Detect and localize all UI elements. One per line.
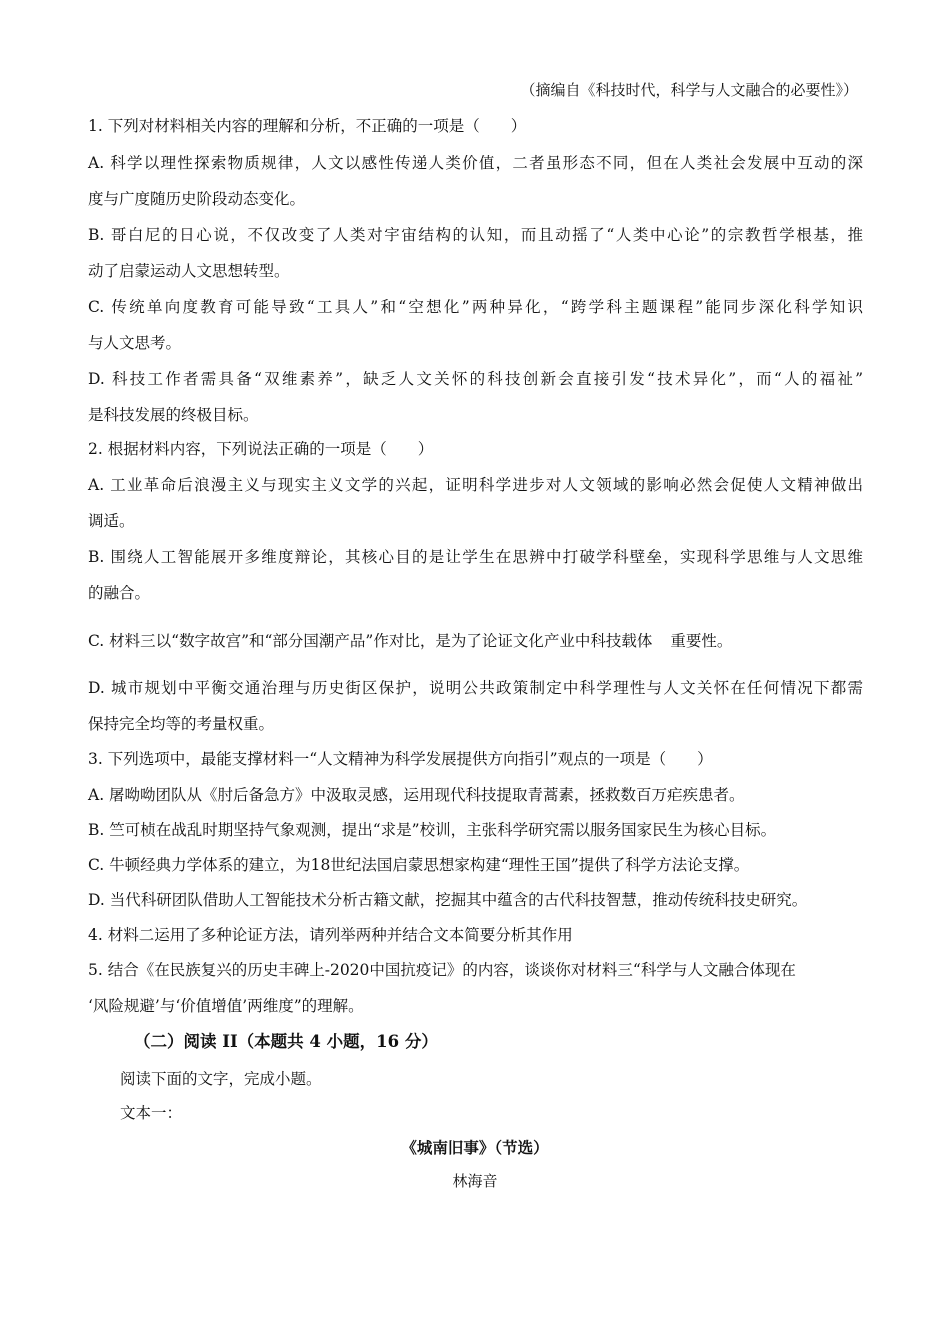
question-2-option-d-cont: 保持完全均等的考量权重。 xyxy=(88,715,275,733)
passage-title: 《城南旧事》（节选） xyxy=(401,1138,549,1157)
text-label: 文本一： xyxy=(120,1104,183,1122)
question-1-option-b-cont: 动了启蒙运动人文思想转型。 xyxy=(88,262,290,280)
question-2-option-c-part2: 重要性。 xyxy=(670,632,733,650)
question-3-option-a: A. 屠呦呦团队从《肘后备急方》中汲取灵感，运用现代科技提取青蒿素，拯救数百万疟疾患者。 xyxy=(88,786,745,804)
passage-author: 林海音 xyxy=(452,1172,498,1190)
question-1-option-c-cont: 与人文思考。 xyxy=(88,334,182,352)
question-1-option-d: D. 科技工作者需具备“双维素养”，缺乏人文关怀的科技创新会直接引发“技术异化”，而“人的福祉” xyxy=(88,370,863,388)
section-heading: （二）阅读 II（本题共 4 小题，16 分） xyxy=(134,1032,438,1051)
question-2-option-b-cont: 的融合。 xyxy=(88,584,151,602)
question-1-stem: 1. 下列对材料相关内容的理解和分析，不正确的一项是（ ） xyxy=(88,117,527,135)
question-3-option-c: C. 牛顿经典力学体系的建立，为18世纪法国启蒙思想家构建“理性王国”提供了科学方法论支撑。 xyxy=(88,856,750,874)
question-1-option-a: A. 科学以理性探索物质规律，人文以感性传递人类价值，二者虽形态不同，但在人类社会发展中互动的深 xyxy=(88,154,863,172)
question-2-stem: 2. 根据材料内容，下列说法正确的一项是（ ） xyxy=(88,440,434,458)
question-1-option-b: B. 哥白尼的日心说，不仅改变了人类对宇宙结构的认知，而且动摇了“人类中心论”的宗教哲学根基，推 xyxy=(88,226,863,244)
question-3-stem: 3. 下列选项中，最能支撑材料一“人文精神为科学发展提供方向指引”观点的一项是（ ） xyxy=(88,750,713,768)
question-2-option-d: D. 城市规划中平衡交通治理与历史街区保护，说明公共政策制定中科学理性与人文关怀在任何情况下都需 xyxy=(88,679,863,697)
question-3-option-b: B. 竺可桢在战乱时期坚持气象观测，提出“求是”校训，主张科学研究需以服务国家民生为核心目标。 xyxy=(88,821,777,839)
question-1-option-a-cont: 度与广度随历史阶段动态变化。 xyxy=(88,190,306,208)
question-2-option-b: B. 围绕人工智能展开多维度辩论，其核心目的是让学生在思辨中打破学科壁垒，实现科学思维与人文思维 xyxy=(88,548,863,566)
question-4: 4. 材料二运用了多种论证方法，请列举两种并结合文本简要分析其作用 xyxy=(88,926,573,944)
question-2-option-c xyxy=(88,630,863,652)
reading-instruction: 阅读下面的文字，完成小题。 xyxy=(120,1070,322,1088)
question-2-option-c-part1: C. 材料三以“数字故宫”和“部分国潮产品”作对比，是为了论证文化产业中科技载体 xyxy=(88,632,653,650)
question-2-option-a: A. 工业革命后浪漫主义与现实主义文学的兴起，证明科学进步对人文领域的影响必然会促使人文精神做出 xyxy=(88,476,863,494)
question-1-option-d-cont: 是科技发展的终极目标。 xyxy=(88,406,259,424)
source-citation: （摘编自《科技时代，科学与人文融合的必要性》） xyxy=(520,81,858,99)
question-1-option-c: C. 传统单向度教育可能导致“工具人”和“空想化”两种异化，“跨学科主题课程”能同步深化科学知识 xyxy=(88,298,863,316)
question-5: 5. 结合《在民族复兴的历史丰碑上-2020中国抗疫记》的内容，谈谈你对材料三“科学与人文融合体现在 xyxy=(88,961,796,979)
question-5-cont: ‘风险规避’与‘价值增值’两维度”的理解。 xyxy=(88,997,364,1015)
question-3-option-d: D. 当代科研团队借助人工智能技术分析古籍文献，挖掘其中蕴含的古代科技智慧，推动传统科技史研究。 xyxy=(88,891,808,909)
question-2-option-a-cont: 调适。 xyxy=(88,512,135,530)
